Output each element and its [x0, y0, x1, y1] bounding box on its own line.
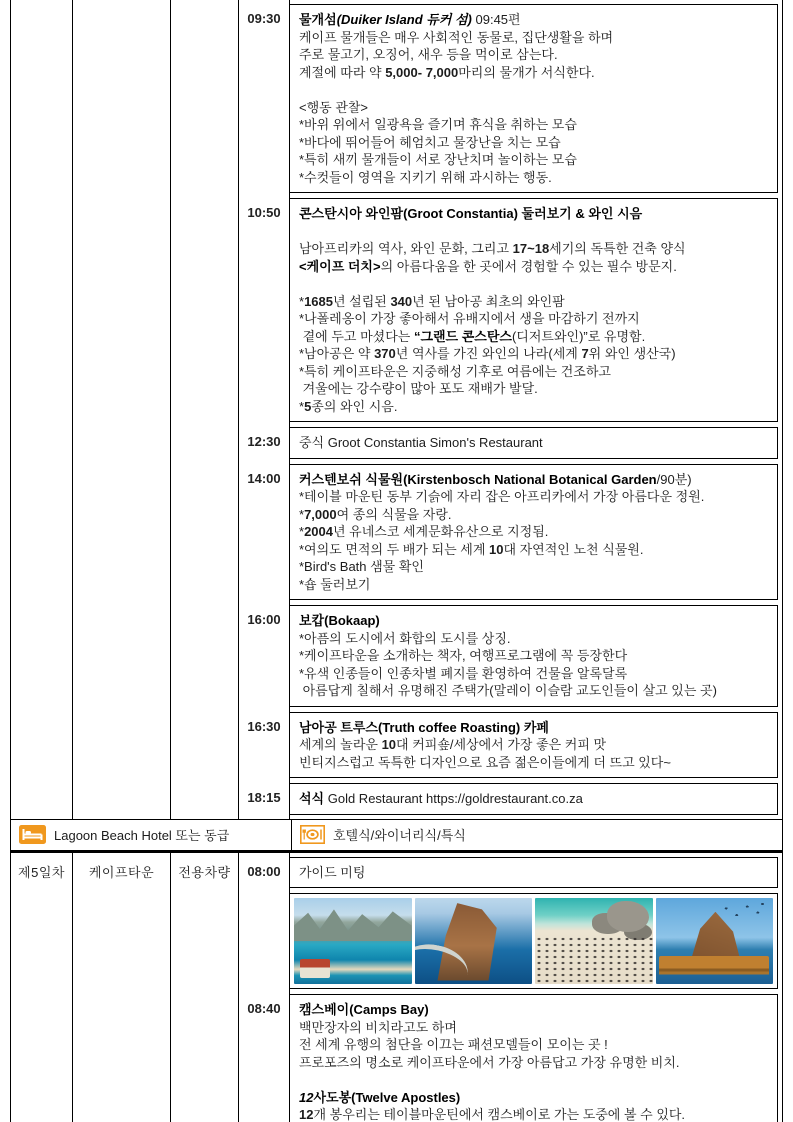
- hotel-meal-row: [11, 819, 782, 853]
- time-label: 08:00: [247, 863, 281, 879]
- day-cell: [11, 853, 73, 1122]
- entry-line: *바다에 뛰어들어 헤엄치고 물장난을 치는 모습: [299, 134, 561, 150]
- day-label: 제5일차: [18, 864, 65, 880]
- entry-line: 남아프리카의 역사, 와인 문화, 그리고 17~18세기의 독특한 건축 양식: [299, 241, 686, 256]
- entry-line: *숍 둘러보기: [299, 576, 371, 592]
- entry-line: *특히 케이프타운은 지중해성 기후로 여름에는 건조하고: [299, 363, 611, 379]
- entry-title: 남아공 트루스(Truth coffee Roasting) 카페: [299, 719, 549, 735]
- entry-line: *여의도 면적의 두 배가 되는 세계 10대 자연적인 노천 식물원.: [299, 541, 644, 557]
- meal-plan-text: 호텔식/와이너리식/특식: [333, 828, 466, 843]
- time-label: 10:50: [247, 205, 281, 220]
- location-column-empty: [73, 0, 171, 819]
- entry-line: 세계의 놀라운 10대 커피숖/세상에서 가장 좋은 커피 맛: [299, 737, 607, 752]
- hotel-name-text: Lagoon Beach Hotel 또는 동급: [54, 828, 230, 843]
- entry-line: 석식 Gold Restaurant https://goldrestaurant.co.za: [299, 791, 583, 806]
- boulders-beach-penguins-photo: [535, 898, 653, 984]
- entry-line: *특히 새끼 물개들이 서로 장난치며 놀이하는 모습: [299, 152, 577, 167]
- time-label: 08:40: [247, 1001, 281, 1016]
- entry-box: [289, 4, 778, 193]
- itinerary-entry: [239, 994, 782, 1122]
- entry-title: 물개섬(Duiker Island 듀커 섬) 09:45편: [299, 12, 521, 27]
- entry-line: *1685년 설립된 340년 된 남아공 최초의 와인팜: [299, 293, 565, 309]
- entry-line: *테이블 마운틴 동부 기슭에 자리 잡은 아프리카에서 가장 아름다운 정원.: [299, 489, 705, 504]
- entry-line: 빈티지스럽고 독특한 디자인으로 요즘 젊은이들에게 더 뜨고 있다~: [299, 754, 671, 770]
- entry-title: 콘스탄시아 와인팜(Groot Constantia) 둘러보기 & 와인 시음: [299, 206, 643, 221]
- entry-line: 중식 Groot Constantia Simon's Restaurant: [299, 435, 543, 450]
- itinerary-entry: [239, 712, 782, 779]
- location-label: 케이프타운: [88, 864, 155, 880]
- entry-line: 12개 봉우리는 테이블마운틴에서 캠스베이로 가는 도중에 볼 수 있다.: [299, 1107, 686, 1122]
- entry-line: [299, 1071, 768, 1089]
- location-cell: [73, 853, 171, 1122]
- time-label: 16:30: [247, 718, 281, 734]
- itinerary-entry: [239, 857, 782, 889]
- entry-box: [289, 994, 778, 1122]
- transport-column-empty: [171, 0, 239, 819]
- bed-icon: [19, 825, 46, 844]
- time-label: 18:15: [247, 790, 281, 805]
- schedule-entries-day5: [239, 853, 782, 1122]
- entry-title: 캠스베이(Camps Bay): [299, 1002, 429, 1017]
- entry-line: *남아공은 약 370년 역사를 가진 와인의 나라(세계 7위 와인 생산국): [299, 346, 676, 361]
- entry-line: *5종의 와인 시음.: [299, 398, 398, 414]
- time-label: 16:00: [247, 612, 281, 627]
- itinerary-entry: [239, 4, 782, 193]
- entry-line: [299, 275, 768, 293]
- transport-cell: [171, 853, 239, 1122]
- entry-box: [289, 605, 778, 707]
- itinerary-entry: [239, 783, 782, 815]
- entry-line: 12사도봉(Twelve Apostles): [299, 1089, 461, 1105]
- entry-box: [289, 464, 778, 601]
- itinerary-table: [10, 0, 783, 1122]
- entry-box: [289, 712, 778, 779]
- itinerary-entry: [239, 464, 782, 601]
- entry-line: *아픔의 도시에서 화합의 도시를 상징.: [299, 630, 511, 646]
- entry-title: 커스텐보쉬 식물원(Kirstenbosch National Botanical Garden/90분): [299, 471, 692, 487]
- photo-strip: [289, 893, 778, 989]
- entry-box: [289, 783, 778, 815]
- entry-box: [289, 857, 778, 889]
- entry-line: [299, 81, 768, 99]
- entry-line: *나폴레옹이 가장 좋아해서 유배지에서 생을 마감하기 전까지: [299, 311, 640, 326]
- entry-line: 프로포즈의 명소로 케이프타운에서 가장 아름답고 가장 유명한 비치.: [299, 1054, 680, 1070]
- schedule-entries-day4: [239, 0, 782, 819]
- time-label: 09:30: [247, 11, 281, 26]
- transport-label: 전용차량: [178, 864, 231, 880]
- entry-box: [289, 198, 778, 422]
- entry-line: 케이프 물개들은 매우 사회적인 동물로, 집단생활을 하며: [299, 29, 614, 45]
- meal-cell: [292, 820, 782, 850]
- camps-bay-coast-photo: [294, 898, 412, 984]
- entry-line: 주로 물고기, 오징어, 새우 등을 먹이로 삼는다.: [299, 47, 558, 62]
- itinerary-entry: [239, 427, 782, 459]
- entry-line: 계절에 따라 약 5,000- 7,000마리의 물개가 서식한다.: [299, 64, 595, 80]
- entry-line: *유색 인종들이 인종차별 폐지를 환영하여 건물을 알록달록: [299, 665, 628, 681]
- entry-box: [289, 427, 778, 459]
- time-label: 12:30: [247, 434, 281, 449]
- itinerary-entry: [239, 893, 782, 989]
- entry-line: [299, 223, 768, 241]
- entry-line: 전 세계 유행의 첨단을 이끄는 패션모델들이 모이는 곳 !: [299, 1037, 608, 1052]
- entry-line: 가이드 미팅: [299, 864, 366, 880]
- chapmans-peak-road-photo: [415, 898, 533, 984]
- entry-line: 아름답게 칠해서 유명해진 주택가(말레이 이슬람 교도인들이 살고 있는 곳): [299, 683, 717, 698]
- entry-line: <케이프 더치>의 아름다움을 한 곳에서 경험할 수 있는 필수 방문지.: [299, 258, 677, 274]
- time-label: [239, 893, 289, 989]
- entry-line: *케이프타운을 소개하는 책자, 여행프로그램에 꼭 등장한다: [299, 648, 628, 663]
- day-block-5: [11, 853, 782, 1122]
- entry-line: 백만장자의 비치라고도 하며: [299, 1019, 457, 1035]
- entry-line: 겨울에는 강수량이 많아 포도 재배가 발달.: [299, 381, 538, 396]
- day-column-empty: [11, 0, 73, 819]
- entry-line: 곁에 두고 마셨다는 “그랜드 콘스탄스(디저트와인)”로 유명함.: [299, 328, 646, 344]
- hotel-cell: [11, 820, 292, 850]
- itinerary-entry: [239, 605, 782, 707]
- time-label: 14:00: [247, 470, 281, 486]
- entry-line: *2004년 유네스코 세계문화유산으로 지정됨.: [299, 524, 549, 539]
- entry-line: *수컷들이 영역을 지키기 위해 과시하는 행동.: [299, 169, 552, 185]
- plate-cutlery-icon: [300, 825, 325, 844]
- itinerary-entry: [239, 198, 782, 422]
- day-block-continued: [11, 0, 782, 819]
- entry-line: *7,000여 종의 식물을 자랑.: [299, 506, 452, 522]
- entry-line: *바위 위에서 일광욕을 즐기며 휴식을 취하는 모습: [299, 117, 577, 132]
- entry-line: *Bird's Bath 샘물 확인: [299, 559, 424, 574]
- entry-line: <행동 관찰>: [299, 99, 369, 115]
- cape-of-good-hope-sign-photo: [656, 898, 774, 984]
- entry-title: 보캅(Bokaap): [299, 613, 380, 628]
